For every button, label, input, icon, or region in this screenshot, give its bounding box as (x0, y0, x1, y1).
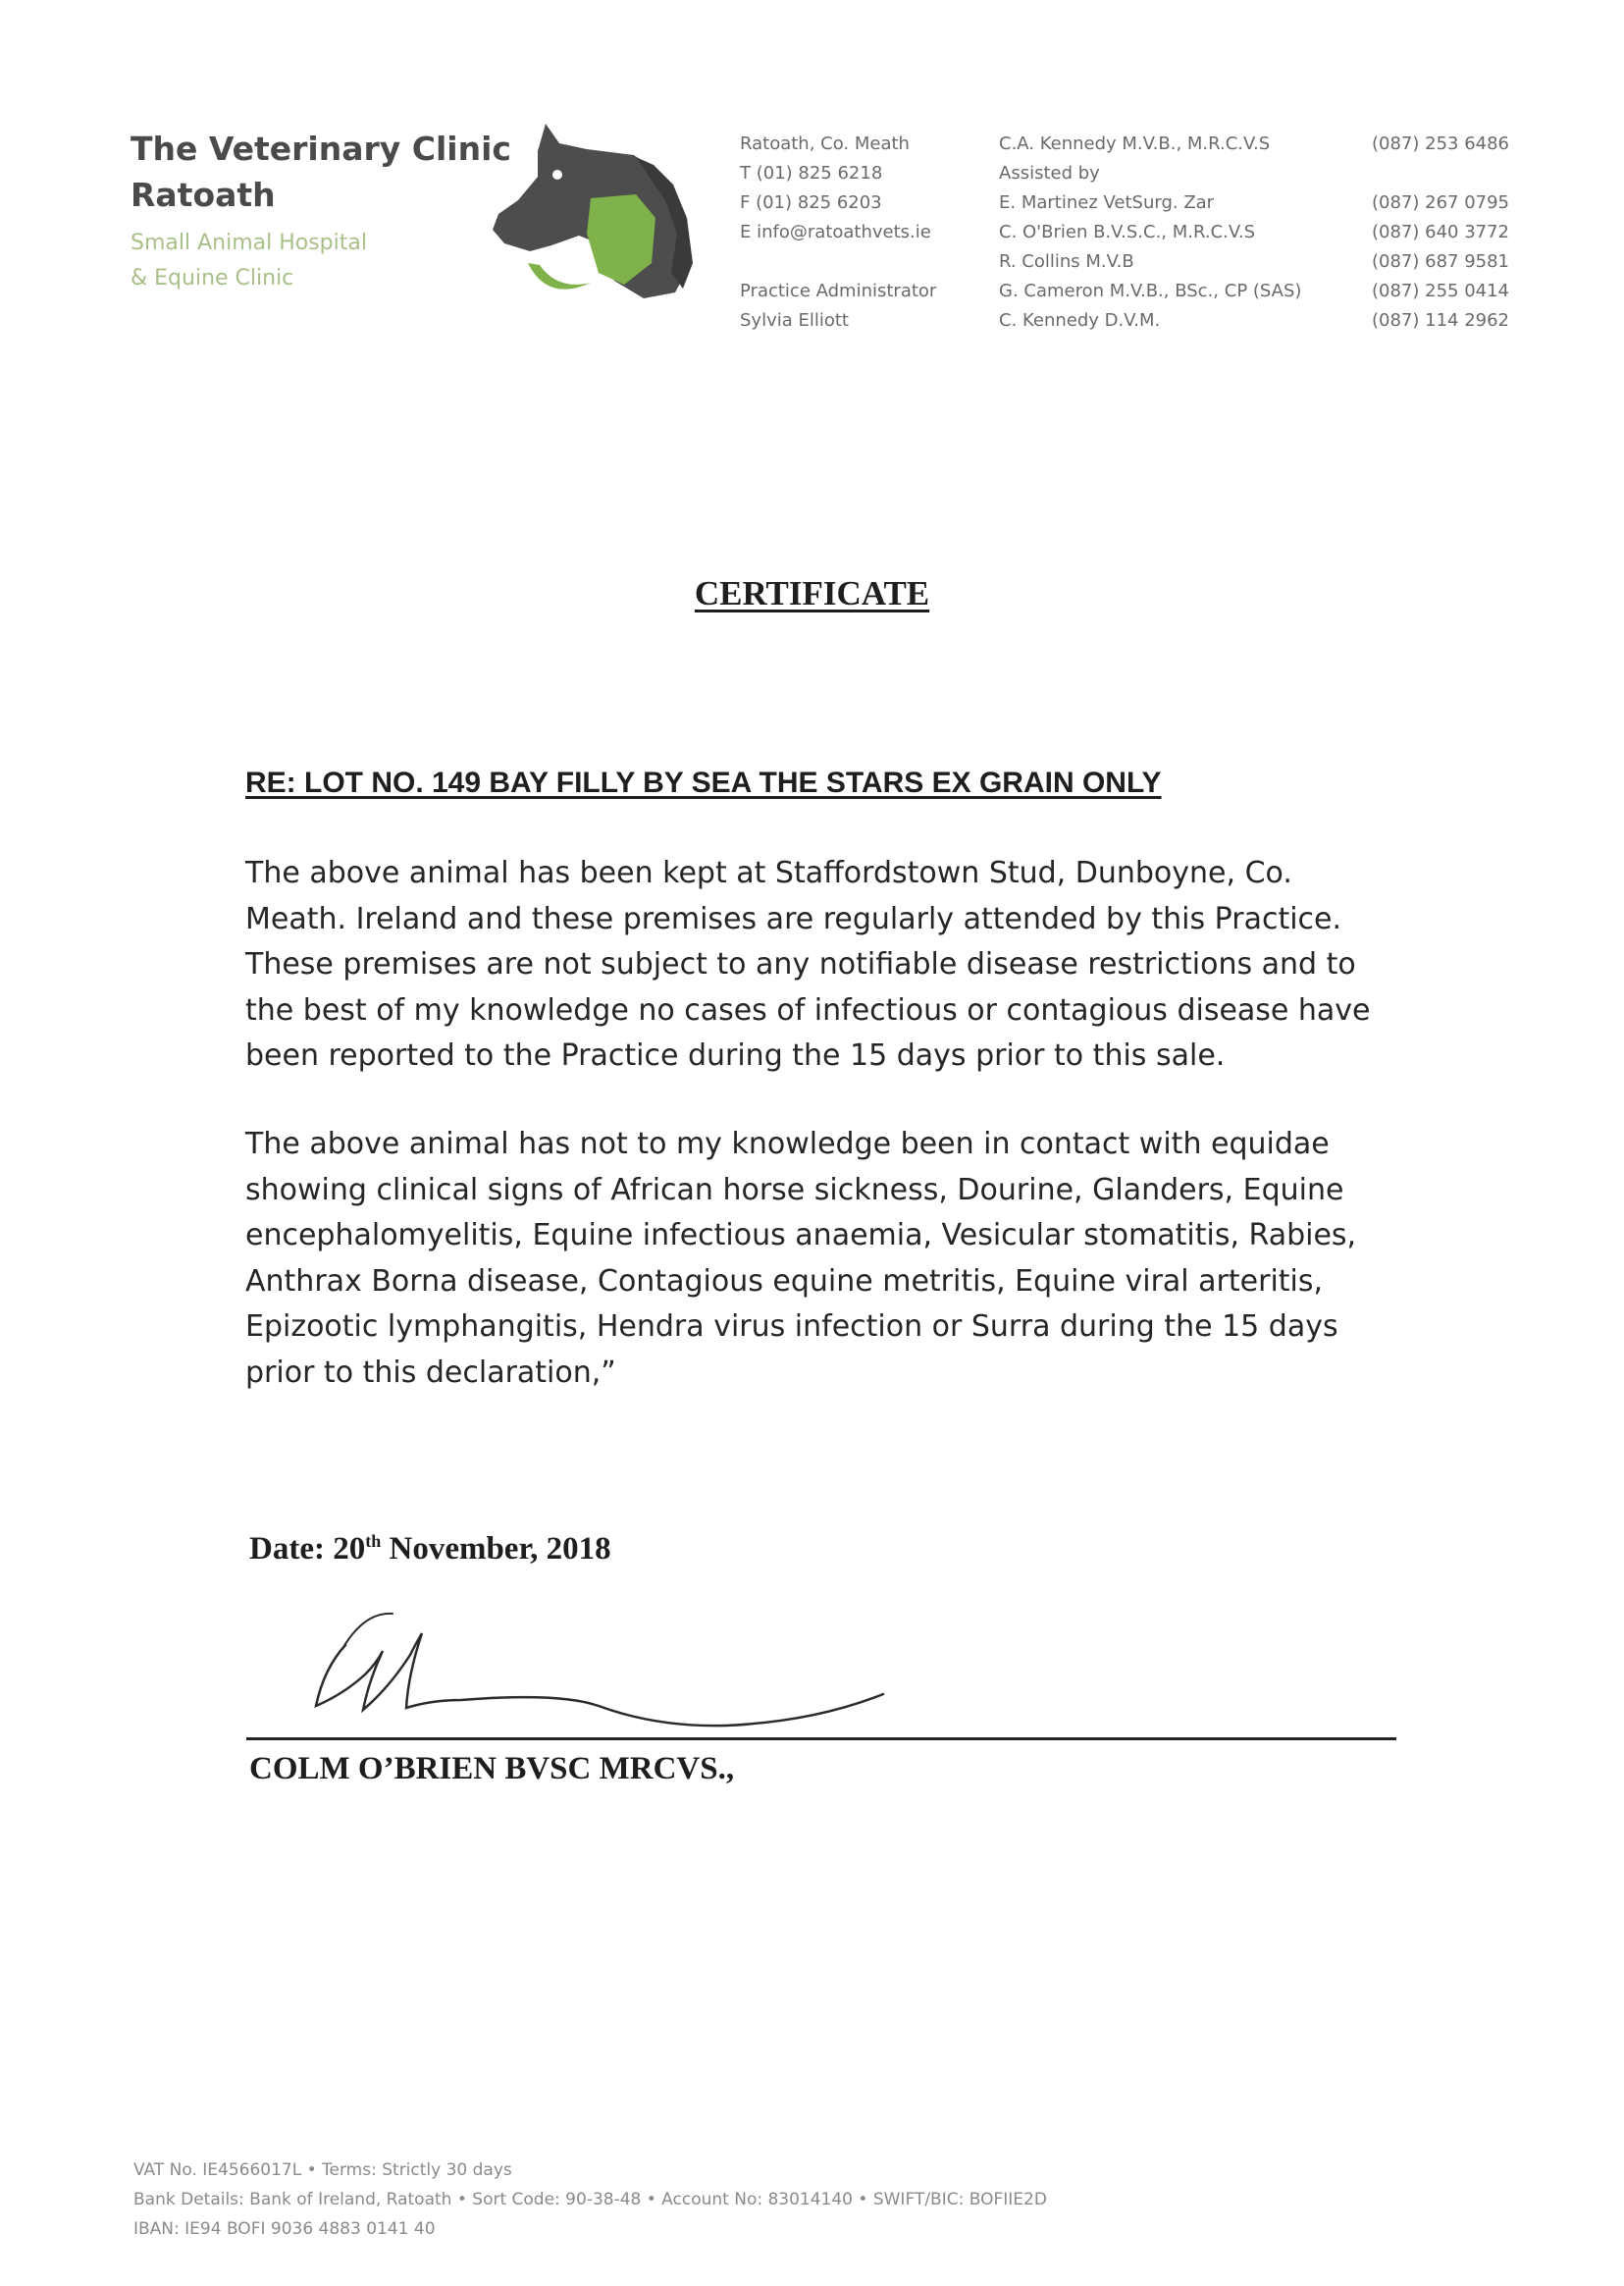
clinic-email: E info@ratoathvets.ie (740, 222, 931, 242)
signature-line (246, 1737, 1396, 1740)
clinic-subtitle-line-2: & Equine Clinic (131, 266, 294, 291)
vet-phone: (087) 640 3772 (1372, 222, 1510, 242)
clinic-subtitle (131, 226, 367, 296)
clinic-subtitle-line-1: Small Animal Hospital (131, 231, 367, 255)
paragraph-line: prior to this declaration,” (245, 1355, 616, 1390)
date-label: Date: 20 (249, 1531, 366, 1567)
paragraph-line: These premises are not subject to any notifiable disease restrictions and to (245, 947, 1356, 982)
clinic-fax: F (01) 825 6203 (740, 192, 882, 213)
vet-name: C. Kennedy D.V.M. (999, 310, 1161, 331)
clinic-name (131, 126, 511, 218)
clinic-phone: T (01) 825 6218 (740, 163, 883, 184)
footer-iban: IBAN: IE94 BOFI 9036 4883 0141 40 (133, 2219, 436, 2239)
paragraph-diseases (245, 1122, 1403, 1396)
vet-name: E. Martinez VetSurg. Zar (999, 192, 1215, 213)
footer (133, 2155, 1047, 2244)
footer-vat: VAT No. IE4566017L • Terms: Strictly 30 days (133, 2160, 512, 2180)
handwritten-signature (304, 1590, 903, 1728)
certificate-title (0, 574, 1624, 613)
paragraph-line: been reported to the Practice during the 15 days prior to this sale. (245, 1038, 1226, 1073)
vet-phone: (087) 267 0795 (1372, 192, 1510, 213)
vet-name: G. Cameron M.V.B., BSc., CP (SAS) (999, 281, 1302, 301)
certificate-date (249, 1531, 611, 1568)
vets-column (999, 130, 1301, 336)
reference-line: RE: LOT NO. 149 BAY FILLY BY SEA THE STARS EX GRAIN ONLY (245, 767, 1162, 799)
paragraph-premises (245, 851, 1403, 1080)
paragraph-line: the best of my knowledge no cases of infectious or contagious disease have (245, 992, 1371, 1028)
vet-name: Assisted by (999, 163, 1100, 184)
green-crescent-shape (528, 263, 591, 290)
paragraph-line: The above animal has not to my knowledge been in contact with equidae (245, 1127, 1330, 1161)
clinic-address: Ratoath, Co. Meath (740, 133, 910, 154)
vet-name: R. Collins M.V.B (999, 251, 1134, 272)
date-suffix: th (365, 1531, 382, 1551)
paragraph-line: showing clinical signs of African horse sickness, Dourine, Glanders, Equine (245, 1172, 1344, 1207)
contact-column (740, 130, 936, 336)
vet-phones-column (1372, 130, 1509, 336)
horse-head-logo (489, 116, 695, 302)
paragraph-line: encephalomyelitis, Equine infectious anaemia, Vesicular stomatitis, Rabies, (245, 1218, 1357, 1252)
certificate-title-text: CERTIFICATE (694, 574, 930, 612)
vet-phone: (087) 255 0414 (1372, 281, 1510, 301)
paragraph-line: Anthrax Borna disease, Contagious equine metritis, Equine viral arteritis, (245, 1263, 1324, 1299)
vet-name: C. O'Brien B.V.S.C., M.R.C.V.S (999, 222, 1256, 242)
footer-bank: Bank Details: Bank of Ireland, Ratoath • Sort Code: 90-38-48 • Account No: 83014140 • SWIFT/BIC: BOFIIE2D (133, 2190, 1047, 2209)
administrator-name: Sylvia Elliott (740, 310, 849, 331)
clinic-name-line-1: The Veterinary Clinic (131, 130, 511, 168)
eye-shape (552, 170, 562, 180)
paragraph-line: Epizootic lymphangitis, Hendra virus infection or Surra during the 15 days (245, 1309, 1338, 1344)
signer-name: COLM O’BRIEN BVSC MRCVS., (249, 1751, 735, 1786)
vet-phone: (087) 687 9581 (1372, 251, 1510, 272)
clinic-name-line-2: Ratoath (131, 176, 276, 214)
vet-name: C.A. Kennedy M.V.B., M.R.C.V.S (999, 133, 1271, 154)
vet-phone: (087) 253 6486 (1372, 133, 1510, 154)
paragraph-line: The above animal has been kept at Staffordstown Stud, Dunboyne, Co. (245, 856, 1292, 890)
date-rest: November, 2018 (381, 1531, 611, 1567)
administrator-title: Practice Administrator (740, 281, 937, 301)
paragraph-line: Meath. Ireland and these premises are regularly attended by this Practice. (245, 901, 1342, 936)
vet-phone: (087) 114 2962 (1372, 310, 1510, 331)
